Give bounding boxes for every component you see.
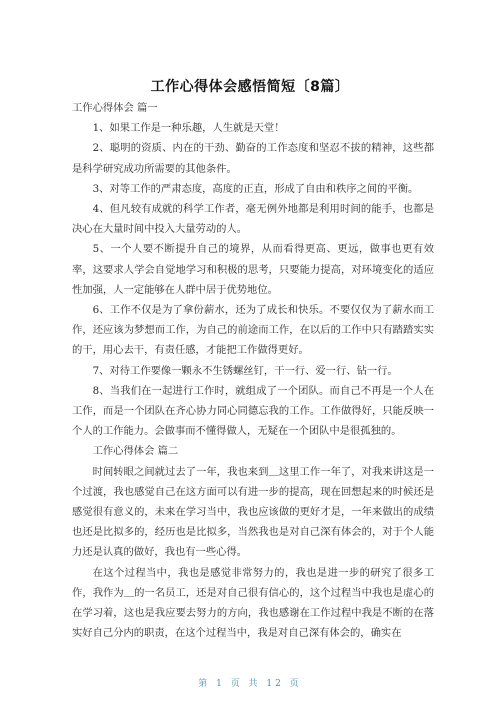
section-heading-2: 工作心得体会 篇二 xyxy=(92,445,179,458)
document-title: 工作心得体会感悟简短〔8篇〕 xyxy=(150,79,350,95)
page-indicator: 第 1 页 共 12 页 xyxy=(198,679,302,689)
paragraph: 7、对待工作要像一颗永不生锈螺丝钉，干一行、爱一行、钻一行。 xyxy=(92,364,398,377)
paragraph: 4、但凡较有成就的科学工作者，毫无例外地都是利用时间的能手，也都是决心在大量时间中投入大量劳动的人。 xyxy=(72,203,434,236)
paragraph: 5、一个人要不断提升自己的境界，从而看得更高、更远，做事也更有效率，这要求人学会自觉地学习和积极的思考，只要能力提高，对环境变化的适应性加强，人一定能够在人群中居于优势地位。 xyxy=(72,243,434,296)
paragraph: 1、如果工作是一种乐趣，人生就是天堂！ xyxy=(92,122,285,135)
section-heading-1: 工作心得体会 篇一 xyxy=(72,102,158,114)
paragraph: 8、当我们在一起进行工作时，就组成了一个团队。而自己不再是一个人在工作，而是一个团队在齐心协力同心同德忘我的工作。工作做得好，只能反映一个人的工作能力。会做事而不懂得做人，无疑在一个团队中是很孤独的。 xyxy=(72,384,434,438)
paragraph: 时间转眼之间就过去了一年，我也来到＿这里工作一年了，对我来讲这是一个过渡，我也感觉自己在这方面可以有进一步的提高，现在回想起来的时候还是感觉很有意义的，未来在学习当中，我也应该做的更好才是，一年来做出的成绩也还是比拟多的，经历也是比拟多，当然我也是对自己深有体会的，对于个人能力还是认真的做好，我也有一些心得。 xyxy=(72,465,434,559)
paragraph: 6、工作不仅是为了拿份薪水，还为了成长和快乐。不要仅仅为了薪水而工作，还应该为梦想而工作，为自己的前途而工作，在以后的工作中只有踏踏实实的干，用心去干，有责任感，才能把工作做得更好。 xyxy=(72,304,434,357)
document-body xyxy=(72,98,434,643)
paragraph: 3、对等工作的严肃态度，高度的正直，形成了自由和秩序之间的平衡。 xyxy=(92,182,419,195)
paragraph: 在这个过程当中，我也是感觉非常努力的，我也是进一步的研究了很多工作，我作为＿的一名员工，还是对自己很有信心的，这个过程当中我也是虚心的在学习着，这也是我应要去努力的方向，我也感谢在工作过程中我是不断的在落实好自己分内的职责，在这个过程当中，我是对自己深有体会的，确实在 xyxy=(72,566,434,640)
paragraph: 2、聪明的资质、内在的干劲、勤奋的工作态度和坚忍不拔的精神，这些都是科学研究成功所需要的其他条件。 xyxy=(72,142,434,175)
